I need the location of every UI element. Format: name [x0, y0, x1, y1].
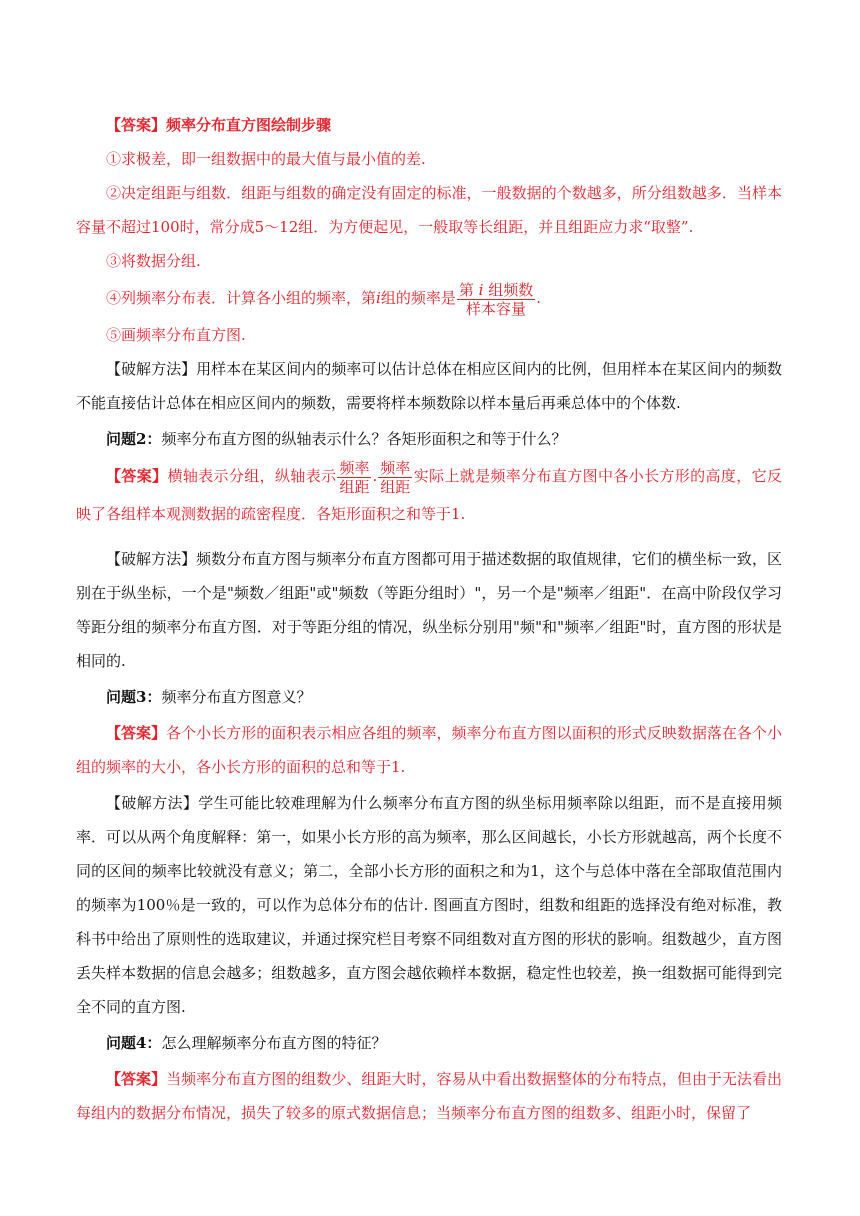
question-label: 问题3： — [106, 687, 162, 706]
fraction-numerator: 频率 — [380, 458, 411, 477]
group-frequency-fraction — [457, 281, 535, 318]
method-2 — [76, 542, 782, 678]
fraction-denominator: 组距 — [380, 477, 411, 496]
fraction-separator: . — [372, 467, 378, 485]
question-label: 问题2： — [106, 430, 162, 448]
numerator-post: 组频数 — [488, 280, 534, 299]
fraction-numerator — [457, 281, 535, 300]
question-text: 怎么理解频率分布直方图的特征？ — [161, 1033, 387, 1052]
method-3 — [76, 786, 782, 1024]
step-4-var: i — [376, 289, 381, 307]
answer-tag: 【答案】 — [106, 723, 167, 742]
question-text: 频率分布直方图的纵轴表示什么？各矩形面积之和等于什么？ — [161, 430, 567, 448]
step-2: ②决定组距与组数．组距与组数的确定没有固定的标准，一般数据的个数越多，所分组数越多．当样本容量不超过100时，常分成5～12组．为方便起见，一般取等长组距，并且组距应力求“取整”. — [76, 184, 782, 236]
method-tag: 【破解方法】 — [106, 793, 199, 812]
answer-title: 频率分布直方图绘制步骤 — [166, 116, 332, 134]
method-tag: 【破解方法】 — [106, 360, 197, 378]
fraction-denominator: 组距 — [339, 477, 370, 496]
numerator-var: i — [478, 280, 484, 299]
step-4-pre: ④列频率分布表．计算各小组的频率，第 — [106, 289, 377, 307]
step-4 — [76, 278, 782, 318]
numerator-pre: 第 — [458, 280, 474, 299]
method-text: 用样本在某区间内的频率可以估计总体在相应区间内的比例，但用样本在某区间内的频数不能直接估计总体在相应区间内的频数，需要将样本频数除以样本量后再乘总体中的个体数. — [76, 360, 782, 412]
fraction-denominator: 样本容量 — [466, 299, 527, 318]
step-3: ③将数据分组. — [106, 252, 201, 270]
answer-2 — [76, 458, 782, 532]
method-text: 学生可能比较难理解为什么频率分布直方图的纵坐标用频率除以组距，而不是直接用频率．可以从两个角度解释：第一，如果小长方形的高为频率，那么区间越长，小长方形就越高，两个长度不同的区间的频率比较就没有意义；第二，全部小长方形的面积之和为1，这个与总体中落在全部取值范围内的频率为100％是一致的，可以作为总体分布的估计. 图画直方图时，组数和组距的选择没有绝对标准，教科书中给出了原则性的选取建议，并通过探究栏目考察不同组数对直方图的形状的影响。组数越少，直方图丢失样本数据的信息会越多；组数越多，直方图会越依赖样本数据，稳定性也较差，换一组数据可能得到完全不同的直方图. — [76, 793, 782, 1016]
answer-tag: 【答案】 — [106, 116, 167, 134]
question-2 — [76, 422, 782, 456]
frequency-over-width-fraction — [337, 459, 371, 496]
method-tag: 【破解方法】 — [106, 549, 197, 568]
answer-3 — [76, 716, 782, 784]
answer-tag: 【答案】 — [106, 1069, 167, 1088]
question-3 — [76, 680, 782, 714]
answer-tag: 【答案】 — [106, 467, 168, 485]
step-4-mid: 组的频率是 — [380, 289, 456, 307]
answer-4 — [76, 1062, 782, 1130]
answer-2-post: 实际上就是频率分布直方图中各小长方形的高度，它反映了各组样本观测数据的疏密程度．各矩形面积之和等于1. — [76, 467, 782, 523]
method-text: 频数分布直方图与频率分布直方图都可用于描述数据的取值规律，它们的横坐标一致，区别在于纵坐标，一个是"频数／组距"或"频数（等距分组时）"，另一个是"频率／组距"．在高中阶段仅学习等距分组的频率分布直方图．对于等距分组的情况，纵坐标分别用"频"和"频率／组距"时，直方图的形状是相同的. — [76, 549, 782, 670]
document-content — [76, 108, 782, 1130]
question-label: 问题4： — [106, 1033, 162, 1052]
step-1: ①求极差，即一组数据中的最大值与最小值的差. — [106, 150, 426, 168]
frequency-over-width-fraction-2 — [378, 459, 412, 496]
method-1 — [76, 352, 782, 420]
question-4 — [76, 1026, 782, 1060]
answer-text: 各个小长方形的面积表示相应各组的频率，频率分布直方图以面积的形式反映数据落在各个小组的频率的大小，各小长方形的面积的总和等于1. — [76, 723, 782, 776]
step-5: ⑤画频率分布直方图. — [106, 326, 246, 344]
fraction-numerator: 频率 — [339, 458, 370, 477]
answer-heading — [76, 108, 782, 142]
question-text: 频率分布直方图意义？ — [161, 687, 312, 706]
answer-2-pre: 横轴表示分组，纵轴表示 — [167, 467, 337, 485]
step-4-post: . — [536, 289, 542, 307]
answer-text: 当频率分布直方图的组数少、组距大时，容易从中看出数据整体的分布特点，但由于无法看出每组内的数据分布情况，损失了较多的原式数据信息；当频率分布直方图的组数多、组距小时，保留了 — [76, 1069, 782, 1122]
